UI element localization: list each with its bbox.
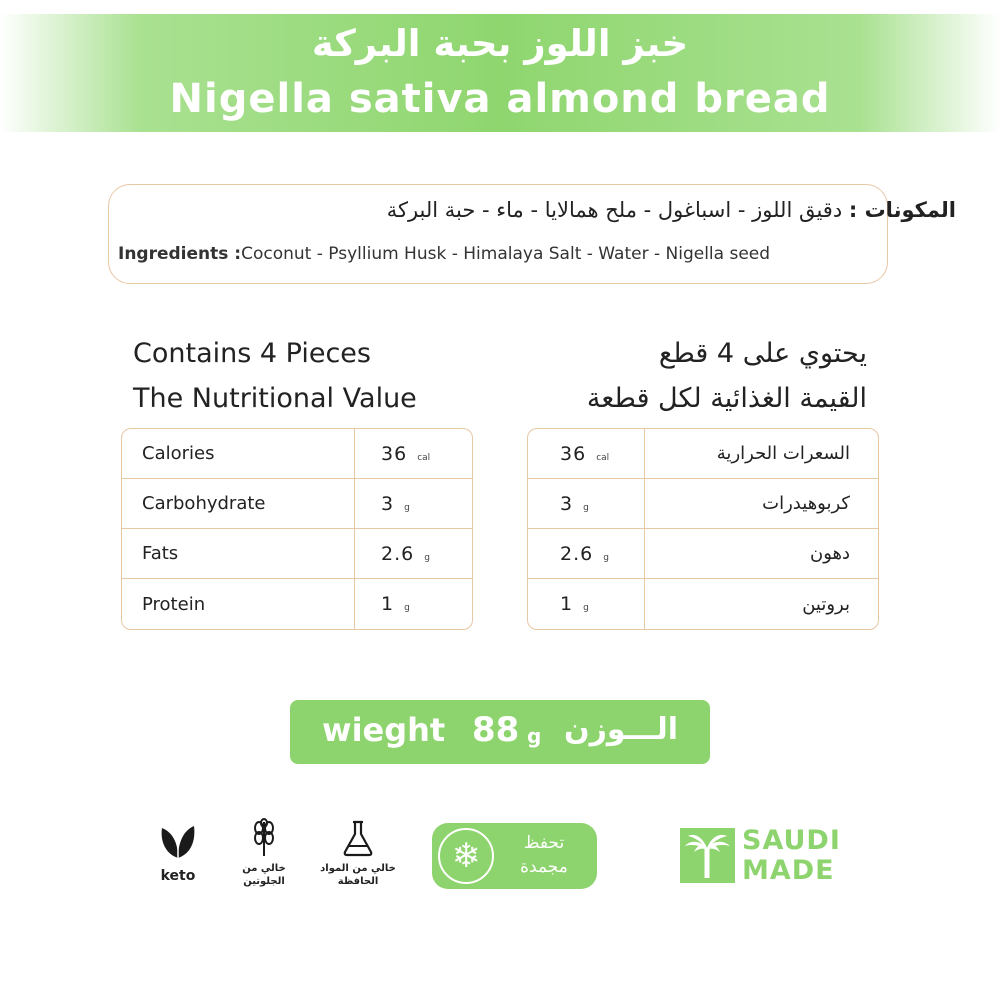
product-title-ar: خبز اللوز بحبة البركة: [311, 22, 689, 65]
keep-frozen-line2: مجمدة: [520, 857, 568, 877]
table-row: [528, 429, 878, 479]
nutrient-unit: cal: [596, 452, 610, 463]
nutrient-unit: g: [424, 552, 430, 563]
nutrient-value-cell: [355, 429, 472, 479]
saudi-made-line2: MADE: [742, 855, 835, 886]
table-row: [122, 479, 472, 529]
nutrient-label: Fats: [122, 529, 355, 579]
nutrient-value-cell: [528, 579, 645, 629]
nutrient-label: دهون: [645, 529, 878, 579]
saudi-made-text: [742, 826, 841, 886]
gluten-free-label: خالي من الجلوتين: [242, 863, 286, 887]
table-row: [528, 479, 878, 529]
nutrient-value: 3: [381, 492, 395, 515]
product-title-en: Nigella sativa almond bread: [169, 76, 831, 122]
nutrient-value: 3: [560, 492, 574, 515]
table-row: [122, 529, 472, 579]
keep-frozen-line1: تحفظ: [523, 833, 565, 853]
nutrient-label: كربوهيدرات: [645, 479, 878, 529]
flask-icon: [341, 818, 375, 858]
keto-badge: [150, 820, 206, 884]
nutrient-value-cell: [355, 479, 472, 529]
table-row: [122, 579, 472, 629]
table-row: [528, 579, 878, 629]
ingredients-ar-text: دقيق اللوز - اسباغول - ملح همالايا - ماء - حبة البركة: [386, 198, 849, 222]
nutritional-value-ar: القيمة الغذائية لكل قطعة: [586, 383, 867, 414]
nutrient-unit: g: [583, 502, 589, 513]
nutrient-value-cell: [528, 429, 645, 479]
nutrient-value: 2.6: [381, 542, 415, 565]
nutrient-value-cell: [528, 529, 645, 579]
wheat-icon: [249, 818, 279, 858]
nutrient-value-cell: [528, 479, 645, 529]
nutrient-value: 2.6: [560, 542, 594, 565]
nutrient-label: Carbohydrate: [122, 479, 355, 529]
leaf-icon: [156, 820, 200, 860]
nutrient-label: السعرات الحرارية: [645, 429, 878, 479]
keep-frozen-badge: [432, 823, 597, 889]
snowflake-icon: ❄: [438, 828, 494, 884]
keto-label: keto: [160, 868, 196, 884]
nutrient-unit: g: [583, 603, 589, 613]
saudi-made-line1: SAUDI: [742, 825, 841, 856]
ingredients-en-label: Ingredients :: [118, 244, 242, 264]
nutrient-value-cell: [355, 579, 472, 629]
saudi-made-logo: [680, 825, 845, 888]
nutrition-table-en: [121, 428, 473, 630]
nutrient-unit: g: [404, 603, 410, 613]
preservative-free-label: خالي من المواد الحافظة: [320, 863, 396, 887]
nutrient-value: 1: [560, 593, 574, 615]
nutrient-label: Calories: [122, 429, 355, 479]
weight-unit: g: [527, 724, 542, 748]
ingredients-ar-label: المكونات :: [848, 198, 956, 222]
nutrition-table-ar: [527, 428, 879, 630]
gluten-free-badge: [234, 818, 294, 888]
nutrient-unit: g: [404, 502, 410, 513]
preservative-free-badge: [318, 818, 398, 888]
weight-value: 88: [472, 710, 520, 750]
weight-badge: [290, 700, 710, 764]
table-row: [122, 429, 472, 479]
contains-pieces-ar: يحتوي على 4 قطع: [658, 338, 867, 369]
nutrient-label: بروتين: [802, 593, 850, 615]
ingredients-ar: [156, 198, 956, 222]
nutritional-value-en: The Nutritional Value: [133, 383, 417, 414]
nutrient-value: 36: [560, 442, 587, 465]
weight-label-ar: الـــوزن: [564, 712, 678, 747]
nutrient-unit: g: [603, 552, 609, 563]
nutrient-value: 1: [381, 593, 395, 615]
keep-frozen-label: [504, 831, 584, 879]
table-row: [528, 529, 878, 579]
nutrient-label: Protein: [122, 579, 355, 629]
ingredients-en-text: Coconut - Psyllium Husk - Himalaya Salt - Water - Nigella seed: [241, 244, 771, 264]
weight-label-en: wieght: [322, 711, 446, 749]
nutrient-value-cell: [355, 529, 472, 579]
ingredients-en: [118, 244, 898, 264]
palm-tree-icon: [680, 828, 735, 883]
nutrient-unit: cal: [417, 452, 431, 463]
contains-pieces-en: Contains 4 Pieces: [133, 338, 371, 369]
nutrient-value: 36: [381, 442, 408, 465]
